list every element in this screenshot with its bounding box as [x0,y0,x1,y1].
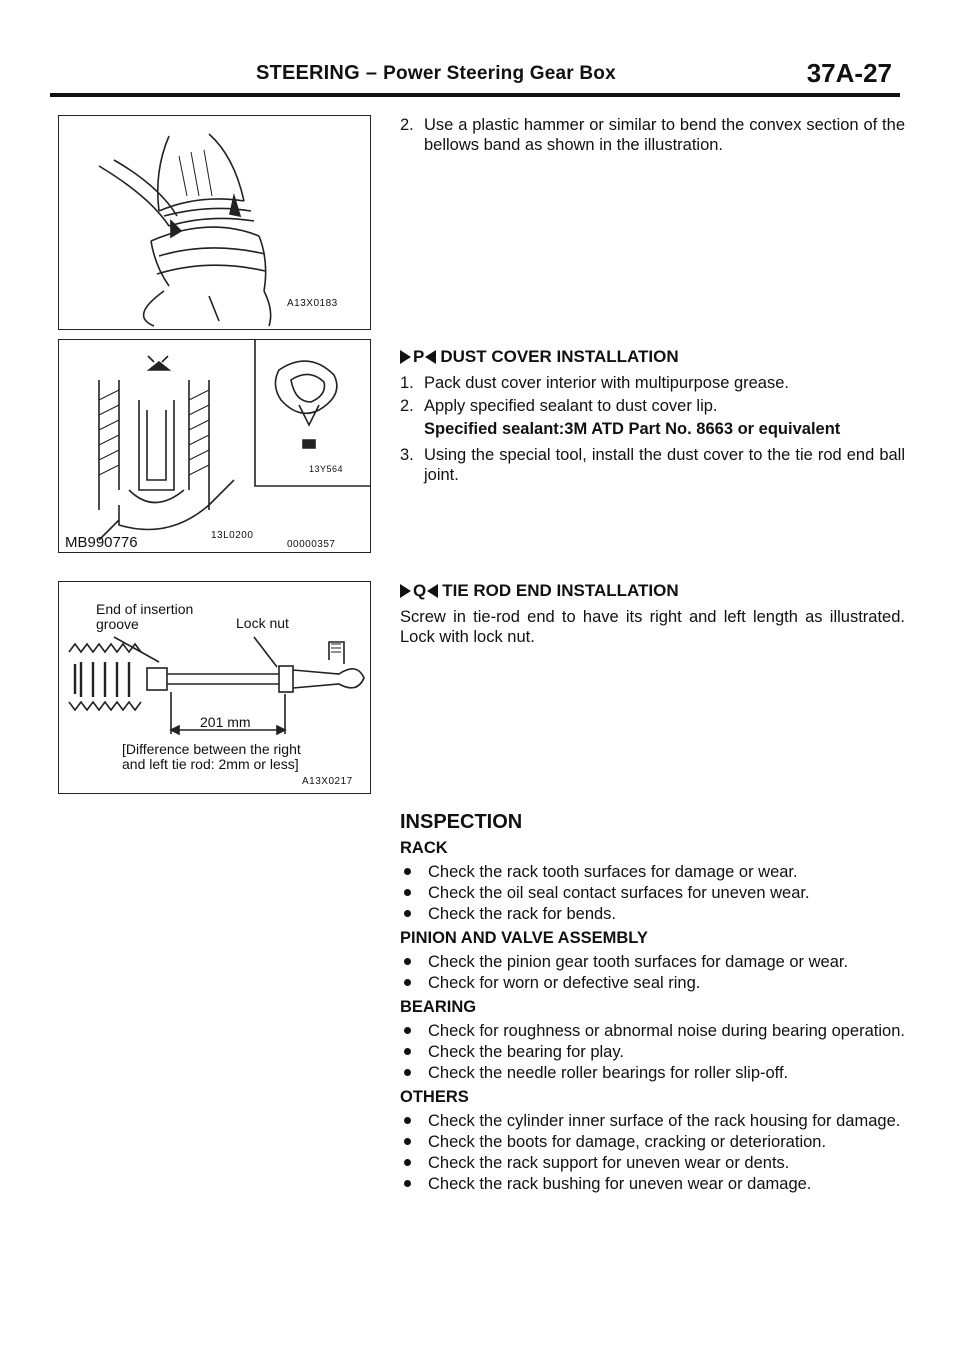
header-section: STEERING [256,62,360,84]
list-item: Check the pinion gear tooth surfaces for damage or wear. [400,952,905,972]
bullet-icon [400,904,428,924]
step-number: 1. [400,374,414,392]
bullet-icon [400,1132,428,1152]
section-title: DUST COVER INSTALLATION [440,347,679,366]
list-item: Check the rack tooth surfaces for damage or wear. [400,862,905,882]
group-heading-rack: RACK [400,839,448,857]
header-subsection: Power Steering Gear Box [383,63,616,84]
bellows-band-step [400,115,905,158]
step-text: Apply specified sealant to dust cover lip. [424,397,718,415]
bullet-icon [400,1063,428,1083]
figure-dust-cover-tool [58,339,371,553]
figure-code-a: 13L0200 [211,530,254,541]
numbered-step [400,396,905,416]
list-item: Check for worn or defective seal ring. [400,973,905,993]
figure-code: A13X0183 [287,298,338,309]
bullet-icon [400,973,428,993]
list-item: Check the rack bushing for uneven wear or damage. [400,1174,905,1194]
group-heading-others: OTHERS [400,1088,469,1106]
page-header [50,56,900,92]
step-text: Using the special tool, install the dust cover to the tie rod end ball joint. [424,446,905,484]
step-number: 2. [400,397,414,415]
specified-sealant: Specified sealant:3M ATD Part No. 8663 or equivalent [424,420,841,438]
numbered-step [400,373,905,393]
bullet-icon [400,883,428,903]
label-lock-nut: Lock nut [236,615,289,631]
group-heading-bearing: BEARING [400,998,477,1016]
numbered-step [400,115,905,155]
tie-rod-end-installation-section [400,581,905,653]
step-text: Use a plastic hammer or similar to bend the convex section of the bellows band as shown in the illustration. [424,116,905,154]
triangle-left-icon [425,350,436,364]
bullet-icon [400,1042,428,1062]
page-number: 37A-27 [806,58,892,88]
figure-code: A13X0217 [302,776,353,787]
numbered-step [400,445,905,485]
bullet-icon [400,862,428,882]
list-item: Check the needle roller bearings for roller slip-off. [400,1063,905,1083]
bullet-icon [400,952,428,972]
section-marker: Q [413,581,427,600]
tie-rod-difference-note: [Difference between the right and left tie rod: 2mm or less] [122,741,301,772]
list-item: Check the cylinder inner surface of the rack housing for damage. [400,1111,905,1131]
list-item: Check the boots for damage, cracking or deterioration. [400,1132,905,1152]
dimension-201mm: 201 mm [200,714,251,730]
list-item: Check the oil seal contact surfaces for uneven wear. [400,883,905,903]
header-title: STEERING – Power Steering Gear Box [256,62,616,84]
list-item: Check the rack support for uneven wear or dents. [400,1153,905,1173]
triangle-right-icon [400,350,411,364]
section-marker: P [413,347,425,366]
figure-inset-code: 13Y564 [309,464,344,474]
dust-cover-tool-illustration [59,340,372,554]
triangle-left-icon [427,584,438,598]
header-rule [50,93,900,97]
figure-code-b: 00000357 [287,539,336,550]
inspection-section [400,812,905,1195]
step-number: 2. [400,116,414,134]
list-item: Check for roughness or abnormal noise during bearing operation. [400,1021,905,1041]
bullet-icon [400,1111,428,1131]
section-text: Screw in tie-rod end to have its right and left length as illustrated. Lock with lock nut. [400,608,905,646]
figure-bellows-band [58,115,371,330]
list-item: Check the bearing for play. [400,1042,905,1062]
bullet-icon [400,1174,428,1194]
dust-cover-installation-section [400,347,905,488]
label-end-of-insertion-groove: End of insertion groove [96,601,194,632]
bullet-icon [400,1021,428,1041]
step-number: 3. [400,446,414,464]
bullet-icon [400,1153,428,1173]
step-text: Pack dust cover interior with multipurpose grease. [424,374,789,392]
section-heading [400,347,905,367]
list-item: Check the rack for bends. [400,904,905,924]
triangle-right-icon [400,584,411,598]
section-heading [400,581,905,601]
inspection-title: INSPECTION [400,811,523,833]
special-tool-number: MB990776 [65,534,138,551]
group-heading-pinion: PINION AND VALVE ASSEMBLY [400,929,648,947]
figure-tie-rod-length [58,581,371,794]
section-title: TIE ROD END INSTALLATION [442,581,679,600]
